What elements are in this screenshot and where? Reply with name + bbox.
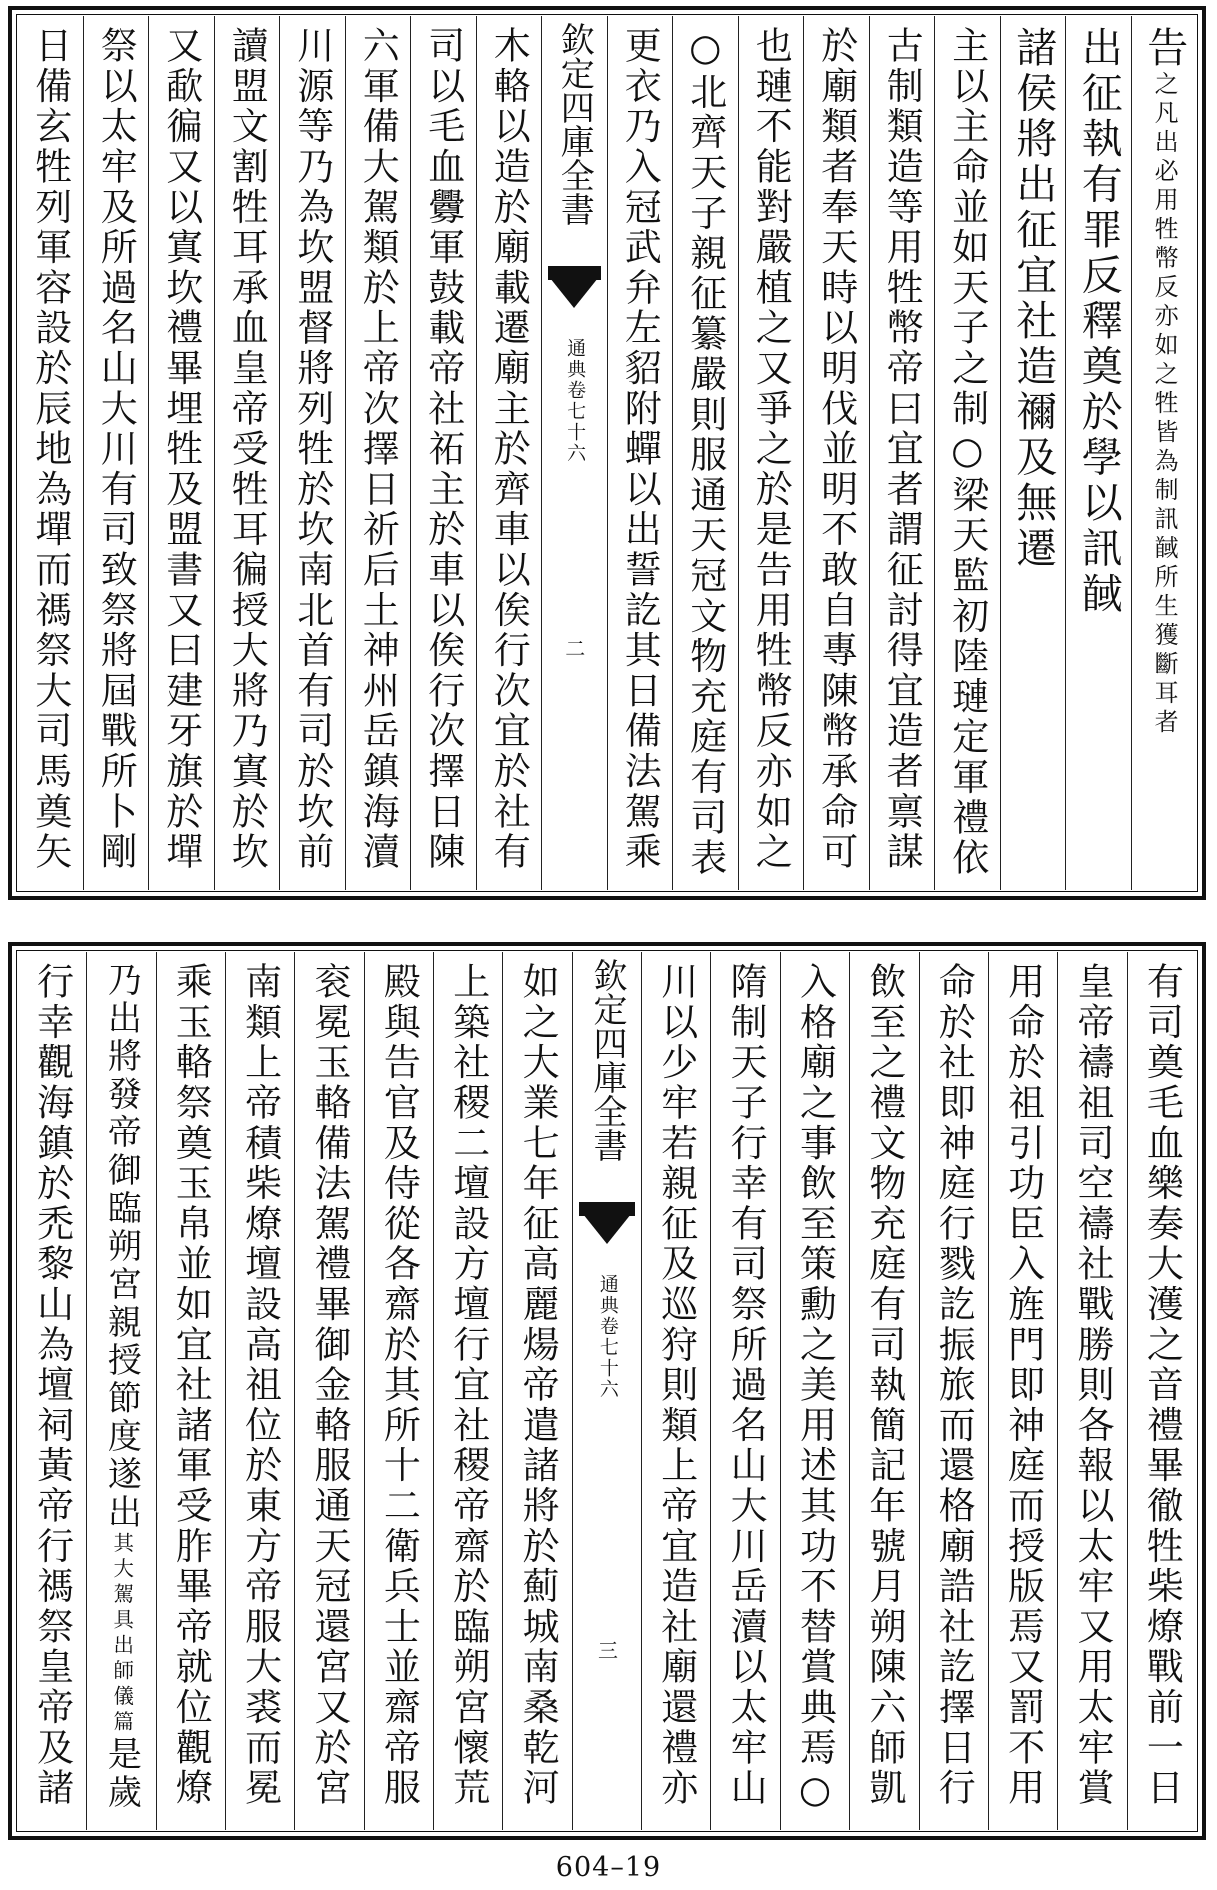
text-column (433, 952, 502, 1830)
text-column (502, 952, 571, 1830)
column-text: ○北齊天子親征纂嚴則服通天冠文物充庭有司表 (683, 26, 727, 879)
text-column (225, 952, 294, 1830)
book-title (563, 338, 585, 464)
column-text: 飲至之禮文物充庭有司執簡記年號月朔陳六師凱 (862, 962, 906, 1809)
text-column (476, 16, 542, 890)
page-footer-label: 604–19 (555, 1852, 662, 1883)
mixed-text (101, 962, 142, 1812)
leaf-number: 二 (561, 638, 586, 658)
text-column-with-note (1131, 16, 1197, 890)
column-text: 乘玉輅祭奠玉帛並如宜社諸軍受胙畢帝就位觀燎 (169, 962, 213, 1809)
column-text: 又歃徧又以寘坎禮畢埋牲及盟書又曰建牙旗於墠 (159, 26, 203, 873)
column-text: 日備玄牲列軍容設於辰地為墠而禡祭大司馬奠矢 (28, 26, 72, 873)
text-column (1127, 952, 1196, 1830)
column-text: 衮冕玉輅備法駕禮畢御金輅服通天冠還宮又於宮 (308, 962, 351, 1809)
text-column (869, 16, 935, 890)
main-text: 告 (1140, 26, 1189, 71)
text-column (279, 16, 345, 890)
text-column (364, 952, 433, 1830)
text-column (18, 952, 86, 1830)
column-text: 有司奠毛血樂奏大濩之音禮畢徹牲柴燎戰前一日 (1140, 962, 1184, 1809)
column-text: 川源等乃為坎盟督將列牲於坎南北首有司於坎前 (290, 26, 334, 873)
text-column (672, 16, 738, 890)
text-column (641, 952, 710, 1830)
volume-label: 卷七十六 (564, 380, 587, 464)
mixed-text (1140, 26, 1189, 738)
column-text: 命於社即神庭行戮訖振旅而還格廟誥社訖擇日行 (932, 962, 976, 1809)
column-strip-bottom (18, 952, 1196, 1830)
book-title (596, 1274, 618, 1400)
page-top (8, 6, 1206, 900)
column-text: 隋制天子行幸有司祭所過名山大川岳瀆以太牢山 (724, 962, 768, 1809)
column-text: 行幸觀海鎮於禿黎山為壇祠黃帝行禡祭皇帝及諸 (30, 962, 74, 1809)
column-text: 上築社稷二壇設方壇行宜社稷帝齋於臨朔宮懷荒 (446, 962, 490, 1809)
text-column (214, 16, 280, 890)
text-column (1000, 16, 1066, 890)
column-text: 諸侯將出征宜社造禰及無遷 (1009, 26, 1058, 572)
interlinear-note: 其大駕具出師儀篇 (109, 1532, 134, 1736)
collection-title: 欽定四庫全書 (554, 22, 595, 226)
text-column (934, 16, 1000, 890)
column-text: 更衣乃入冠武弁左貂附蟬以出誓訖其日備法駕乘 (618, 26, 662, 873)
column-text: 川以少牢若親征及巡狩則類上帝宜造社廟還禮亦 (654, 962, 698, 1809)
book-name: 通典 (596, 1274, 619, 1316)
text-column (83, 16, 149, 890)
main-text: 乃出將發帝御臨朔宮親授節度遂出 (101, 962, 142, 1532)
interlinear-note: 之凡出必用牲幣反亦如之牲皆為制訊馘所生獲斷耳者 (1150, 71, 1179, 738)
column-text: 主以主命並如天子之制○梁天監初陸璉定軍禮依 (945, 26, 989, 879)
column-text: 古制類造等用牲幣帝曰宜者謂征討得宜造者禀謀 (880, 26, 924, 873)
text-column (919, 952, 988, 1830)
text-column (1065, 16, 1131, 890)
column-text: 南類上帝積柴燎壇設高祖位於東方帝服大裘而冕 (238, 962, 282, 1809)
column-text: 祭以太牢及所過名山大川有司致祭將屆戰所卜剛 (94, 26, 138, 873)
column-text: 出征執有罪反釋奠於學以訊馘 (1074, 26, 1123, 618)
column-text: 六軍備大駕類於上帝次擇日祈后土神州岳鎮海瀆 (356, 26, 400, 873)
column-text: 入格廟之事飲至策勳之美用述其功不替賞典焉○ (793, 962, 837, 1815)
text-column (738, 16, 804, 890)
book-name: 通典 (564, 338, 587, 380)
fish-tail-icon (550, 278, 598, 308)
column-text: 也璉不能對嚴植之又爭之於是告用牲幣反亦如之 (749, 26, 793, 873)
text-column (1057, 952, 1126, 1830)
text-column (607, 16, 673, 890)
column-text: 讀盟文割牲耳承血皇帝受牲耳徧授大將乃寘於坎 (225, 26, 269, 873)
text-column (988, 952, 1057, 1830)
column-text: 殿與告官及侍從各齋於其所十二衛兵士並齋帝服 (377, 962, 421, 1809)
collection-title: 欽定四庫全書 (586, 958, 627, 1162)
text-column (849, 952, 918, 1830)
text-column (18, 16, 83, 890)
text-column (294, 952, 363, 1830)
leaf-number: 三 (594, 1640, 619, 1660)
text-column (710, 952, 779, 1830)
column-strip-top (18, 16, 1196, 890)
text-column-with-note (86, 952, 155, 1830)
column-text: 司以毛血釁軍鼓載帝社祏主於車以俟行次擇日陳 (421, 26, 465, 873)
text-column (410, 16, 476, 890)
text-column (803, 16, 869, 890)
main-text-continued: 是歲 (101, 1736, 142, 1812)
column-text: 用命於祖引功臣入旌門即神庭而授版焉又罰不用 (1001, 962, 1045, 1809)
center-margin-column (572, 952, 641, 1830)
column-text: 皇帝禱祖司空禱社戰勝則各報以太牢又用太牢賞 (1070, 962, 1114, 1809)
column-text: 木輅以造於廟載遷廟主於齊車以俟行次宜於社有 (487, 26, 531, 873)
text-column (345, 16, 411, 890)
page-bottom (8, 942, 1206, 1840)
center-margin-column (541, 16, 607, 890)
column-text: 如之大業七年征高麗煬帝遣諸將於薊城南桑乾河 (516, 962, 560, 1809)
text-column (156, 952, 225, 1830)
column-text: 於廟類者奉天時以明伐並明不敢自專陳幣承命可 (814, 26, 858, 873)
volume-label: 卷七十六 (596, 1316, 619, 1400)
text-column (148, 16, 214, 890)
text-column (780, 952, 849, 1830)
fish-tail-icon (583, 1214, 631, 1244)
